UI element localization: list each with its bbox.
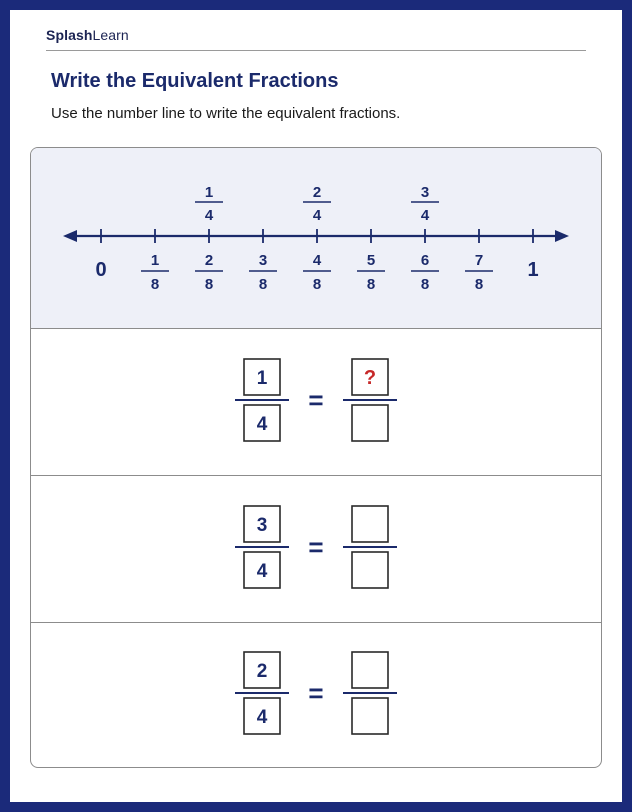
answer-denominator-box[interactable] [352,405,388,441]
eighths-fraction-label [411,252,439,293]
fraction-denominator: 8 [258,276,268,293]
problem-3-equation [31,622,601,768]
eighths-fraction-label [141,252,169,293]
problem-2-equation [31,476,601,622]
fraction-numerator: 1 [204,184,214,201]
answer-numerator-frame [352,506,388,542]
right-arrow-icon [555,230,569,242]
exercise-card [30,147,602,768]
number-line [31,148,601,328]
number-line-panel [31,148,601,329]
answer-numerator-box[interactable] [352,506,388,542]
brand-name-light: Learn [92,27,129,43]
brand-logo [46,27,129,43]
fraction-numerator: 2 [312,184,322,201]
equals-sign: = [308,532,324,562]
fraction-numerator: 2 [204,252,214,269]
quarters-fraction-label [303,184,331,224]
brand-name-bold: Splash [46,27,93,43]
worksheet-instructions: Use the number line to write the equivalent fractions. [51,105,401,122]
answer-denominator-frame [352,405,388,441]
left-denominator-value: 4 [256,414,268,435]
eighths-fraction-label [195,252,223,293]
left-numerator-value: 2 [256,661,268,682]
problem-row-1 [31,329,601,476]
fraction-numerator: 6 [420,252,430,269]
left-denominator-box [244,698,280,734]
answer-denominator-box[interactable] [352,552,388,588]
fraction-denominator: 8 [204,276,214,293]
tick-label-zero: 0 [95,259,107,281]
left-arrow-icon [63,230,77,242]
answer-denominator-frame [352,698,388,734]
fraction-denominator: 4 [312,207,322,224]
header-divider [46,50,586,51]
left-numerator-box [244,359,280,395]
tick-label-one: 1 [527,259,539,281]
fraction-numerator: 3 [420,184,430,201]
equals-sign: = [308,385,324,415]
fraction-numerator: 3 [258,252,268,269]
left-denominator-box [244,405,280,441]
worksheet-title: Write the Equivalent Fractions [51,70,339,92]
fraction-denominator: 4 [420,207,430,224]
fraction-numerator: 1 [150,252,160,269]
answer-numerator-value: ? [363,367,377,389]
answer-numerator-frame [352,652,388,688]
left-numerator-value: 1 [256,368,268,389]
left-numerator-value: 3 [256,515,268,536]
left-numerator-box [244,652,280,688]
eighths-fraction-label [357,252,385,293]
fraction-denominator: 8 [312,276,322,293]
fraction-denominator: 8 [474,276,484,293]
left-denominator-value: 4 [256,707,268,728]
answer-numerator-box[interactable] [352,359,388,395]
fraction-numerator: 7 [474,252,484,269]
left-denominator-box [244,552,280,588]
left-denominator-value: 4 [256,561,268,582]
eighths-fraction-label [249,252,277,293]
worksheet-page [10,10,622,802]
problem-row-2 [31,476,601,623]
equals-sign: = [308,678,324,708]
fraction-numerator: 5 [366,252,376,269]
answer-denominator-box[interactable] [352,698,388,734]
problem-1-equation [31,329,601,475]
eighths-fraction-label [465,252,493,293]
fraction-denominator: 8 [420,276,430,293]
answer-numerator-box[interactable] [352,652,388,688]
left-numerator-box [244,506,280,542]
fraction-numerator: 4 [312,252,322,269]
eighths-fraction-label [303,252,331,293]
answer-denominator-frame [352,552,388,588]
problem-row-3 [31,622,601,768]
fraction-denominator: 4 [204,207,214,224]
fraction-denominator: 8 [366,276,376,293]
quarters-fraction-label [411,184,439,224]
quarters-fraction-label [195,184,223,224]
fraction-denominator: 8 [150,276,160,293]
